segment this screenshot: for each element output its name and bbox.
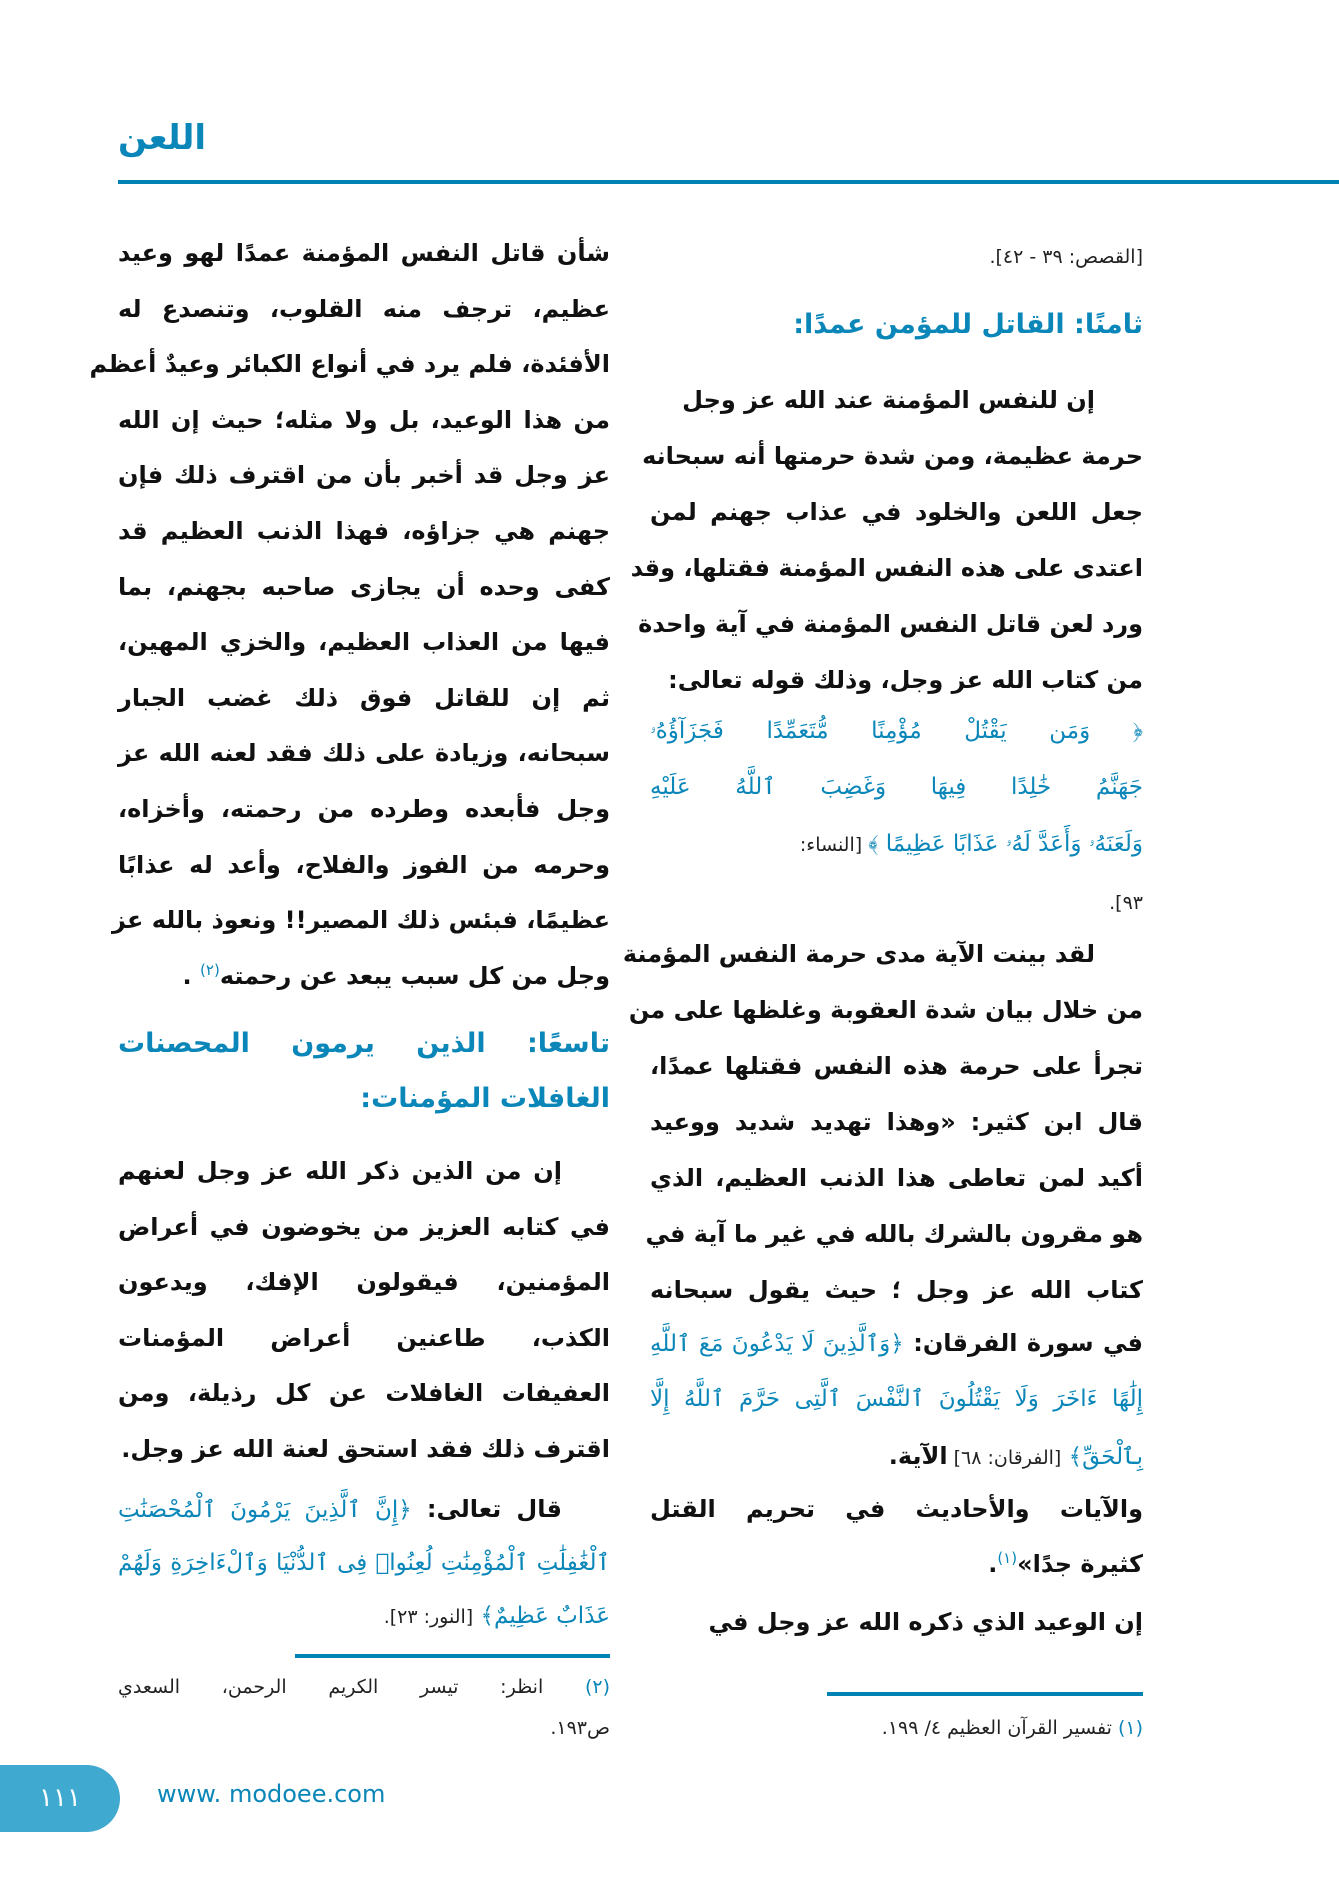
website-link[interactable]: www. modoee.com [157, 1780, 386, 1808]
text-line [118, 447, 610, 503]
body-text: ورد لعن قاتل النفس المؤمنة في آية واحدة [638, 610, 1143, 638]
text-line [650, 1038, 1143, 1094]
quran-verse: عَذَابٌ عَظِيمٌ﴾ [473, 1603, 610, 1629]
text-line [118, 1587, 610, 1643]
body-text: أكيد لمن تعاطى هذا الذنب العظيم، الذي [650, 1164, 1143, 1192]
text-line [622, 926, 1143, 982]
verse-reference: ٩٣]. [1109, 892, 1143, 914]
quran-verse: وَلَعَنَهُۥ وَأَعَدَّ لَهُۥ عَذَابًا عَظِيمًا ﴾ [868, 831, 1143, 857]
quran-verse: ﴿إِنَّ ٱلَّذِينَ يَرْمُونَ ٱلْمُحْصَنَٰتِ [118, 1497, 412, 1523]
verse-reference: [الفرقان: ٦٨] [947, 1447, 1062, 1469]
text-line [118, 837, 610, 893]
body-text: من خلال بيان شدة العقوبة وغلظها على من [628, 996, 1143, 1024]
text-line [118, 1481, 610, 1537]
heading-text: ثامنًا: القاتل للمؤمن عمدًا: [793, 309, 1143, 340]
body-text: فيها من العذاب العظيم، والخزي المهين، [118, 628, 610, 656]
footnote-marker[interactable]: (١) [997, 1549, 1018, 1567]
text-line [650, 1536, 1143, 1592]
text-line [118, 670, 610, 726]
verse-reference: [القصص: ٣٩ - ٤٢]. [989, 246, 1143, 268]
body-text: . [182, 962, 201, 990]
quran-verse: بِٱلْحَقِّ﴾ [1061, 1444, 1143, 1470]
text-line [118, 559, 610, 615]
body-text: اعتدى على هذه النفس المؤمنة فقتلها، وقد [630, 554, 1143, 582]
body-text: قال ابن كثير: «وهذا تهديد شديد ووعيد [650, 1108, 1143, 1136]
text-line [118, 1421, 610, 1477]
footnote-divider-right [827, 1692, 1143, 1696]
body-text: عظيمًا، فبئس ذلك المصير!! ونعوذ بالله عز [112, 906, 610, 934]
body-text: اقترف ذلك فقد استحق لعنة الله عز وجل. [121, 1435, 610, 1463]
heading-text: الغافلات المؤمنات: [360, 1083, 610, 1114]
page-number-badge: ١١١ [0, 1765, 120, 1832]
body-text: عز وجل قد أخبر بأن من اقترف ذلك فإن [118, 461, 610, 489]
body-text: جهنم هي جزاؤه، فهذا الذنب العظيم قد [118, 517, 610, 545]
text-line [650, 1370, 1143, 1426]
text-line [642, 428, 1143, 484]
text-line [650, 1428, 1143, 1484]
body-text: كثيرة جدًا» [1017, 1550, 1143, 1578]
body-text: هو مقرون بالشرك بالله في غير ما آية في [645, 1220, 1143, 1248]
left-column [89, 0, 610, 1760]
body-text: إن للنفس المؤمنة عند الله عز وجل [682, 386, 1095, 414]
text-line [630, 540, 1143, 596]
body-text: تجرأ على حرمة هذه النفس فقتلها عمدًا، [650, 1052, 1143, 1080]
text-line [638, 596, 1143, 652]
body-text: إن من الذين ذكر الله عز وجل لعنهم [118, 1157, 562, 1185]
body-text: المؤمنين، فيقولون الإفك، ويدعون [118, 1268, 610, 1296]
quran-verse: جَهَنَّمُ خَٰلِدًا فِيهَا وَغَضِبَ ٱللَّهُ عَلَيْهِ [650, 774, 1143, 800]
quran-verse: ٱلْغَٰفِلَٰتِ ٱلْمُؤْمِنَٰتِ لُعِنُوا۟ فِى ٱلدُّنْيَا وَٱلْءَاخِرَةِ وَلَهُمْ [118, 1550, 610, 1576]
running-header-title: اللعن [118, 118, 207, 158]
text-line [650, 758, 1143, 814]
footnote-line [650, 1698, 1143, 1754]
text-line [650, 1481, 1143, 1537]
body-text: شأن قاتل النفس المؤمنة عمدًا لهو وعيد [118, 239, 610, 267]
body-text: الكذب، طاعنين أعراض المؤمنات [118, 1324, 610, 1352]
body-text: قال تعالى: [411, 1495, 562, 1523]
body-text: لقد بينت الآية مدى حرمة النفس المؤمنة [622, 940, 1095, 968]
quran-verse: إِلَٰهًا ءَاخَرَ وَلَا يَقْتُلُونَ ٱلنَّفْسَ ٱلَّتِى حَرَّمَ ٱللَّهُ إِلَّا [650, 1386, 1143, 1412]
text-line [650, 1262, 1143, 1318]
quran-verse: ﴿ وَمَن يَقْتُلْ مُؤْمِنًا مُّتَعَمِّدًا فَجَزَآؤُهُۥ [650, 718, 1143, 744]
text-line [650, 873, 1143, 929]
body-text: عظيم، ترجف منه القلوب، وتنصدع له [118, 295, 610, 323]
verse-reference: [النساء: [799, 834, 869, 856]
section-heading [118, 1071, 610, 1127]
text-line [118, 1254, 610, 1310]
footnote-line [118, 1698, 610, 1754]
text-line [650, 484, 1143, 540]
body-text: ثم إن للقاتل فوق ذلك غضب الجبار [118, 684, 610, 712]
body-text: والآيات والأحاديث في تحريم القتل [650, 1495, 1143, 1523]
text-line [118, 225, 610, 281]
text-line [118, 1534, 610, 1590]
text-line [650, 815, 1143, 871]
text-line [118, 281, 610, 337]
right-column [622, 0, 1143, 1760]
body-text: الأفئدة، فلم يرد في أنواع الكبائر وعيدٌ أعظم [89, 350, 610, 378]
body-text: العفيفات الغافلات عن كل رذيلة، ومن [118, 1379, 610, 1407]
footnote-divider-left [295, 1654, 610, 1658]
body-text: كتاب الله عز وجل ؛ حيث يقول سبحانه [650, 1276, 1143, 1304]
verse-reference: [النور: ٢٣]. [383, 1606, 474, 1628]
body-text: . [988, 1550, 998, 1578]
body-text: كفى وحده أن يجازى صاحبه بجهنم، بما [118, 573, 610, 601]
text-line [118, 1310, 610, 1366]
footnote-marker[interactable]: (٢) [200, 961, 220, 979]
section-heading [650, 297, 1143, 353]
body-text: وجل من كل سبب يبعد عن رحمته [219, 962, 610, 990]
heading-text: تاسعًا: الذين يرمون المحصنات [118, 1028, 610, 1059]
body-text: حرمة عظيمة، ومن شدة حرمتها أنه سبحانه [642, 442, 1143, 470]
text-line [650, 652, 1143, 708]
text-line [650, 372, 1143, 428]
body-text: من هذا الوعيد، بل ولا مثله؛ حيث إن الله [118, 406, 610, 434]
text-line [118, 725, 610, 781]
body-text: من كتاب الله عز وجل، وذلك قوله تعالى: [668, 666, 1143, 694]
text-line [628, 982, 1143, 1038]
footnote-text: ص١٩٣. [550, 1717, 610, 1739]
text-line [118, 1199, 610, 1255]
footnote-number: (٢) [543, 1676, 610, 1698]
section-heading [118, 1016, 610, 1072]
text-line [118, 948, 610, 1004]
body-text: وجل فأبعده وطرده من رحمته، وأخزاه، [118, 795, 610, 823]
text-line [89, 336, 610, 392]
text-line [118, 503, 610, 559]
text-line [650, 227, 1143, 283]
text-line [650, 702, 1143, 758]
text-line [650, 1594, 1143, 1650]
body-text: وحرمه من الفوز والفلاح، وأعد له عذابًا [118, 851, 610, 879]
text-line [118, 781, 610, 837]
text-line [112, 892, 610, 948]
body-text: جعل اللعن والخلود في عذاب جهنم لمن [650, 498, 1143, 526]
body-text: في سورة الفرقان: [903, 1329, 1143, 1357]
quran-verse: ﴿وَٱلَّذِينَ لَا يَدْعُونَ مَعَ ٱللَّهِ [650, 1331, 904, 1357]
text-line [118, 1143, 610, 1199]
text-line [650, 1094, 1143, 1150]
body-text: الآية. [888, 1442, 948, 1470]
body-text: في كتابه العزيز من يخوضون في أعراض [118, 1213, 610, 1241]
body-text: إن الوعيد الذي ذكره الله عز وجل في [708, 1608, 1143, 1636]
footnote-number: (١) [1111, 1717, 1143, 1739]
text-line [118, 614, 610, 670]
text-line [645, 1206, 1143, 1262]
text-line [118, 392, 610, 448]
body-text: سبحانه، وزيادة على ذلك فقد لعنه الله عز [118, 739, 610, 767]
text-line [650, 1315, 1143, 1371]
footnote-text: انظر: تيسر الكريم الرحمن، السعدي [118, 1676, 544, 1698]
text-line [650, 1150, 1143, 1206]
text-line [118, 1365, 610, 1421]
footnote-text: تفسير القرآن العظيم ٤/ ١٩٩. [881, 1717, 1112, 1739]
